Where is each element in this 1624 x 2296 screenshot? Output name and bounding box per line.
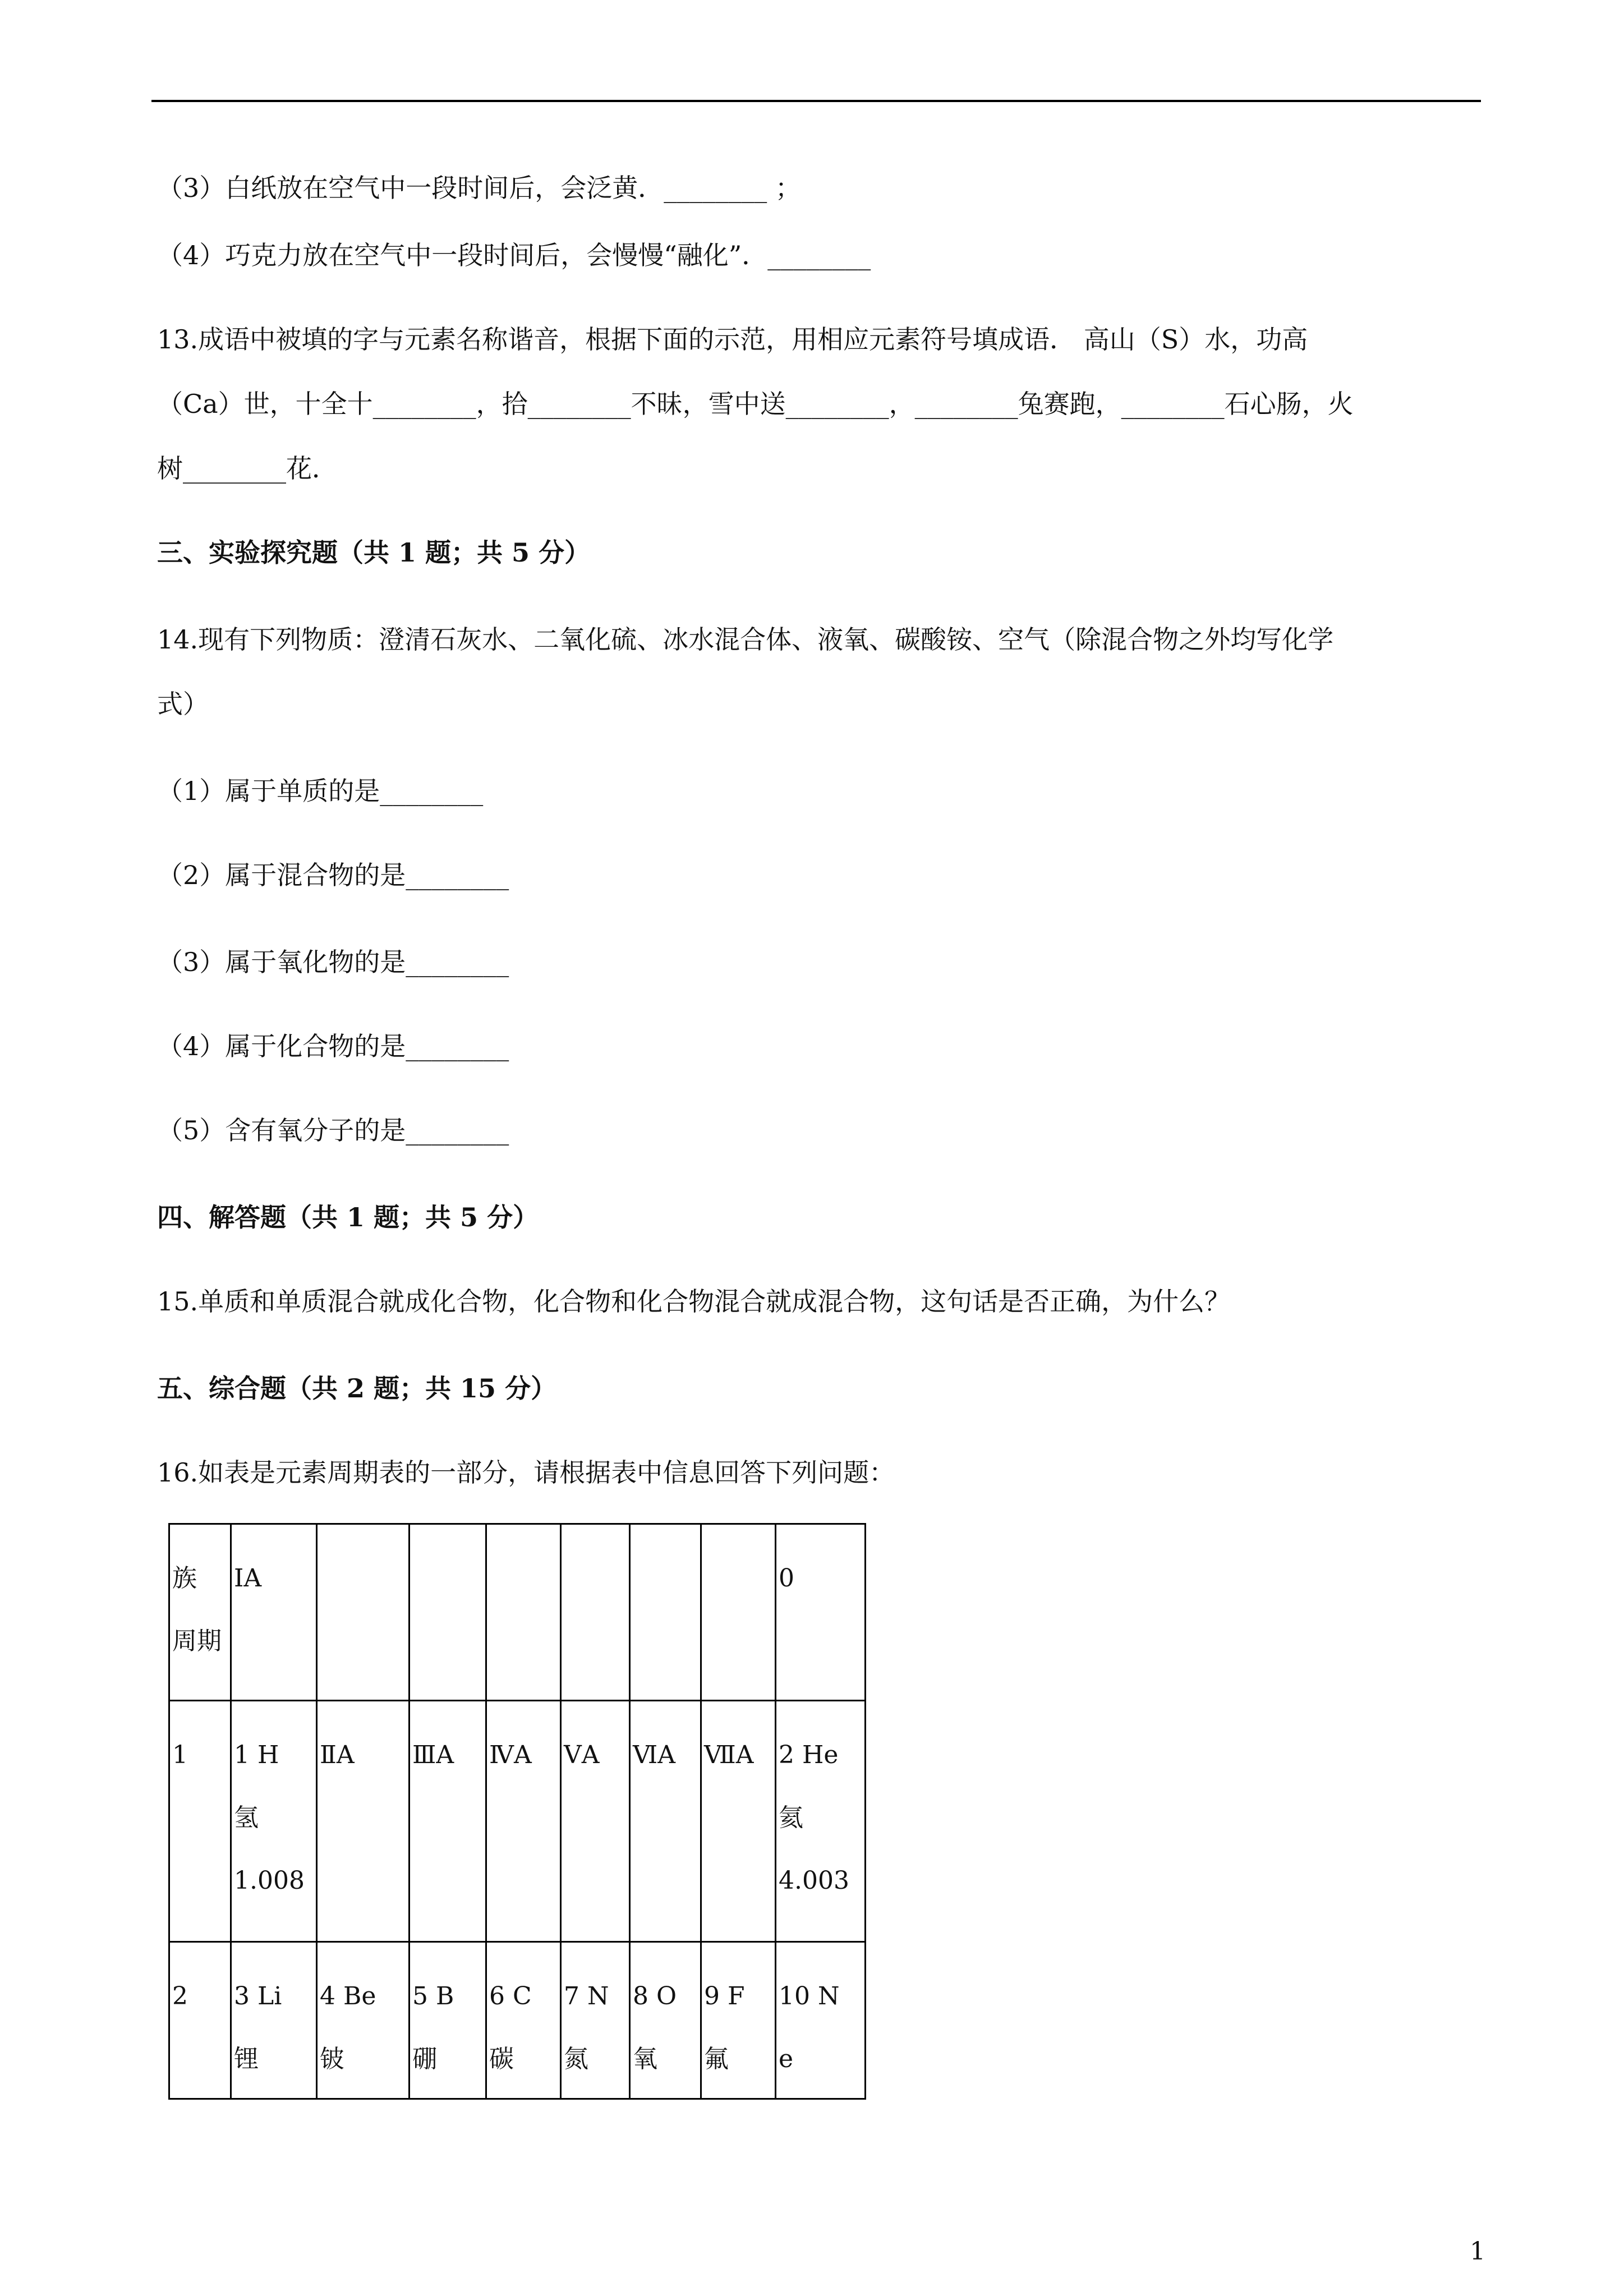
table-cell (701, 1524, 776, 1701)
table-cell-group-1a (231, 1524, 317, 1701)
table-cell (410, 1524, 486, 1701)
element-name: 铍 (320, 2045, 344, 2073)
group-5a-header (561, 1701, 630, 1942)
question-14-part-3: （3）属于氧化物的是________ (157, 947, 509, 977)
element-symbol: 5 B (412, 1982, 454, 2010)
table-cell (630, 1524, 701, 1701)
question-13-line-3: 树________花． (157, 453, 338, 484)
question-14-part-5: （5）含有氧分子的是________ (157, 1115, 509, 1145)
question-12-part-4: （4）巧克力放在空气中一段时间后，会慢慢“融化”．________ (157, 240, 871, 270)
group-4a-header (486, 1701, 561, 1942)
group-label: ⅤA (564, 1741, 600, 1769)
question-14-part-1: （1）属于单质的是________ (157, 776, 484, 806)
element-name: 碳 (489, 2045, 514, 2073)
group-7a-header (701, 1701, 776, 1942)
element-lithium (231, 1942, 317, 2099)
element-name: 氮 (564, 2045, 588, 2073)
question-14-part-2: （2）属于混合物的是________ (157, 860, 509, 890)
element-symbol: 6 C (489, 1982, 532, 2010)
element-name: e (779, 2045, 794, 2073)
table-row-header (169, 1524, 866, 1701)
header-rule (151, 100, 1481, 102)
group-label: ⅣA (489, 1741, 532, 1769)
element-name: 氧 (633, 2045, 657, 2073)
question-13-line-2: （Ca）世，十全十________，拾________不昧，雪中送________，________兔赛跑，________石心肠，火 (157, 389, 1354, 419)
element-symbol: 4 Be (320, 1982, 376, 2010)
period-1-label (169, 1701, 231, 1942)
element-symbol: 3 Li (234, 1982, 282, 2010)
element-boron (410, 1942, 486, 2099)
question-15: 15.单质和单质混合就成化合物，化合物和化合物混合就成混合物，这句话是否正确，为什么？ (157, 1286, 1231, 1317)
group-label: ⅡA (320, 1741, 355, 1769)
element-name: 氦 (779, 1803, 803, 1832)
question-13-line-1: 13.成语中被填的字与元素名称谐音，根据下面的示范，用相应元素符号填成语． 高山（S）水，功高 (157, 324, 1308, 355)
section-4-heading: 四、解答题（共 1 题；共 5 分） (157, 1202, 539, 1232)
element-symbol: 1 H (234, 1741, 279, 1769)
periodic-table (168, 1523, 866, 2100)
element-symbol: 10 N (779, 1982, 840, 2010)
period-label: 周期 (172, 1627, 222, 1655)
element-name: 氟 (704, 2045, 729, 2073)
section-3-heading: 三、实验探究题（共 1 题；共 5 分） (157, 537, 591, 568)
table-cell (486, 1524, 561, 1701)
group-label: ⅢA (412, 1741, 454, 1769)
group-label: ⅦA (704, 1741, 754, 1769)
element-mass: 1.008 (234, 1866, 305, 1895)
table-row-period-1 (169, 1701, 866, 1942)
question-14-line-2: 式） (157, 689, 209, 719)
question-12-part-3: （3）白纸放在空气中一段时间后，会泛黄．________ ； (157, 173, 801, 203)
element-nitrogen (561, 1942, 630, 2099)
element-carbon (486, 1942, 561, 2099)
element-symbol: 2 He (779, 1741, 839, 1769)
table-row-period-2 (169, 1942, 866, 2099)
element-name: 硼 (412, 2045, 437, 2073)
element-symbol: 9 F (704, 1982, 745, 2010)
table-cell-group-period (169, 1524, 231, 1701)
group-0-label: 0 (779, 1564, 794, 1593)
section-5-heading: 五、综合题（共 2 题；共 15 分） (157, 1373, 557, 1404)
group-6a-header (630, 1701, 701, 1942)
element-name: 氢 (234, 1803, 259, 1832)
question-14-part-4: （4）属于化合物的是________ (157, 1031, 509, 1061)
question-14-line-1: 14.现有下列物质：澄清石灰水、二氧化硫、冰水混合体、液氧、碳酸铵、空气（除混合物之外均写化学 (157, 624, 1334, 655)
page-number: 1 (1470, 2237, 1485, 2266)
group-1a-label: ⅠA (234, 1564, 262, 1593)
element-beryllium (317, 1942, 410, 2099)
element-hydrogen (231, 1701, 317, 1942)
period-number: 2 (172, 1982, 188, 2010)
group-2a-header (317, 1701, 410, 1942)
element-fluorine (701, 1942, 776, 2099)
table-cell-group-0 (776, 1524, 866, 1701)
table-cell (561, 1524, 630, 1701)
element-symbol: 7 N (564, 1982, 609, 2010)
period-number: 1 (172, 1741, 188, 1769)
period-2-label (169, 1942, 231, 2099)
group-label: 族 (172, 1564, 197, 1593)
table-cell (317, 1524, 410, 1701)
element-mass: 4.003 (779, 1866, 849, 1895)
element-neon (776, 1942, 866, 2099)
element-helium (776, 1701, 866, 1942)
question-16: 16.如表是元素周期表的一部分，请根据表中信息回答下列问题： (157, 1457, 895, 1488)
element-oxygen (630, 1942, 701, 2099)
element-symbol: 8 O (633, 1982, 677, 2010)
group-3a-header (410, 1701, 486, 1942)
group-label: ⅥA (633, 1741, 676, 1769)
element-name: 锂 (234, 2045, 259, 2073)
